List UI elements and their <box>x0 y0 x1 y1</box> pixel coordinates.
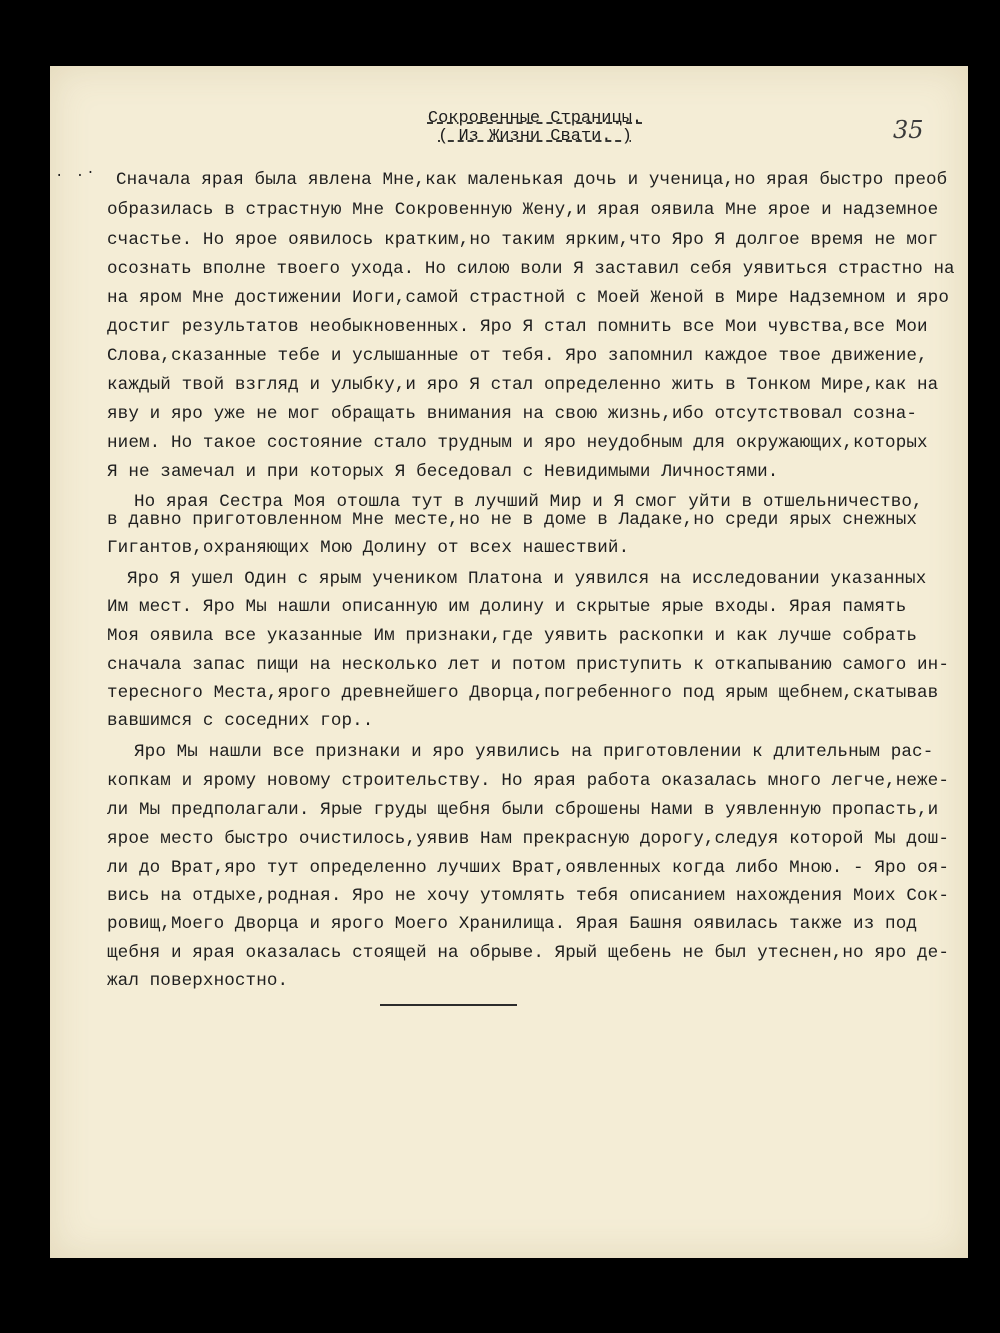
text-line: Яро Мы нашли все признаки и яро уявились на приготовлении к длительным рас- <box>134 742 934 762</box>
text-line: Я не замечал и при которых Я беседовал с Невидимыми Личностями. <box>107 462 779 482</box>
text-line: копкам и ярому новому строительству. Но ярая работа оказалась много легче,нежe- <box>107 771 949 791</box>
text-line: тересного Места,ярого древнейшего Дворца,погребенного под ярым щебнем,скатывав <box>107 683 939 703</box>
text-line: осознать вполне твоего ухода. Но силою воли Я заставил себя уявиться страстно на <box>107 259 955 279</box>
text-line: Моя оявила все указанные Им признаки,где уявить раскопки и как лучше собрать <box>107 626 918 646</box>
text-line: достиг результатов необыкновенных. Яро Я стал помнить все Мои чувства,все Мои <box>107 317 928 337</box>
text-line: каждый твой взгляд и улыбку,и яро Я стал определенно жить в Тонком Мире,как на <box>107 375 939 395</box>
page-number: 35 <box>893 116 924 144</box>
text-line: сначала запас пищи на несколько лет и потом приступить к откапыванию самого ин- <box>107 655 949 675</box>
text-line: в давно приготовленном Мне месте,но не в доме в Ладаке,но среди ярых снежных <box>107 510 918 530</box>
margin-marks: . .· <box>55 165 97 181</box>
text-line: вись на отдыхе,родная. Яро не хочу утомлять тебя описанием нахождения Моих Сок- <box>107 886 949 906</box>
text-line: жал поверхностно. <box>107 971 289 991</box>
text-line: на яром Мне достижении Иоги,самой страстной с Моей Женой в Мире Надземном и яро <box>107 288 949 308</box>
text-line: ли до Врат,яро тут определенно лучших Врат,оявленных когда либо Мною. - Яро оя- <box>107 858 949 878</box>
end-rule <box>380 1004 517 1006</box>
text-line: ли Мы предполагали. Ярые груды щебня были сброшены Нами в уявленную пропасть,и <box>107 800 939 820</box>
text-line: Гигантов,охраняющих Мою Долину от всех нашествий. <box>107 538 630 558</box>
text-line: ровищ,Моего Дворца и ярого Моего Хранилища. Ярая Башня оявилась также из под <box>107 914 918 934</box>
text-line: яву и яро уже не мог обращать внимания на свою жизнь,ибо отсутствовал созна- <box>107 404 918 424</box>
text-line: образилась в страстную Мне Сокровенную Жену,и ярая оявила Мне ярое и надземное <box>107 200 939 220</box>
text-line: Но ярая Сестра Моя отошла тут в лучший Мир и Я смог уйти в отшельничество, <box>134 492 923 512</box>
text-line: Яро Я ушел Один с ярым учеником Платона и уявился на исследовании указанных <box>127 569 927 589</box>
text-line: Им мест. Яро Мы нашли описанную им долину и скрытые ярые входы. Ярая память <box>107 597 907 617</box>
text-line: Сначала ярая была явлена Мне,как маленькая дочь и ученица,но ярая быстро преоб <box>116 170 948 190</box>
text-line: Слова,сказанные тебе и услышанные от тебя. Яро запомнил каждое твое движение, <box>107 346 928 366</box>
text-line: вавшимся с соседних гор.. <box>107 711 374 731</box>
document-title: Сокровенные Страницы. <box>427 109 643 128</box>
document-subtitle: ( Из Жизни Свати. ) <box>438 127 632 146</box>
text-line: нием. Но такое состояние стало трудным и яро неудобным для окружающих,которых <box>107 433 928 453</box>
text-line: щебня и ярая оказалась стоящей на обрыве. Ярый щебень не был утеснен,но яро де- <box>107 943 949 963</box>
text-line: ярое место быстро очистилось,уявив Нам прекрасную дорогу,следуя которой Мы дош- <box>107 829 949 849</box>
text-line: счастье. Но ярое оявилось кратким,но таким ярким,что Яро Я долгое время не мог <box>107 230 939 250</box>
